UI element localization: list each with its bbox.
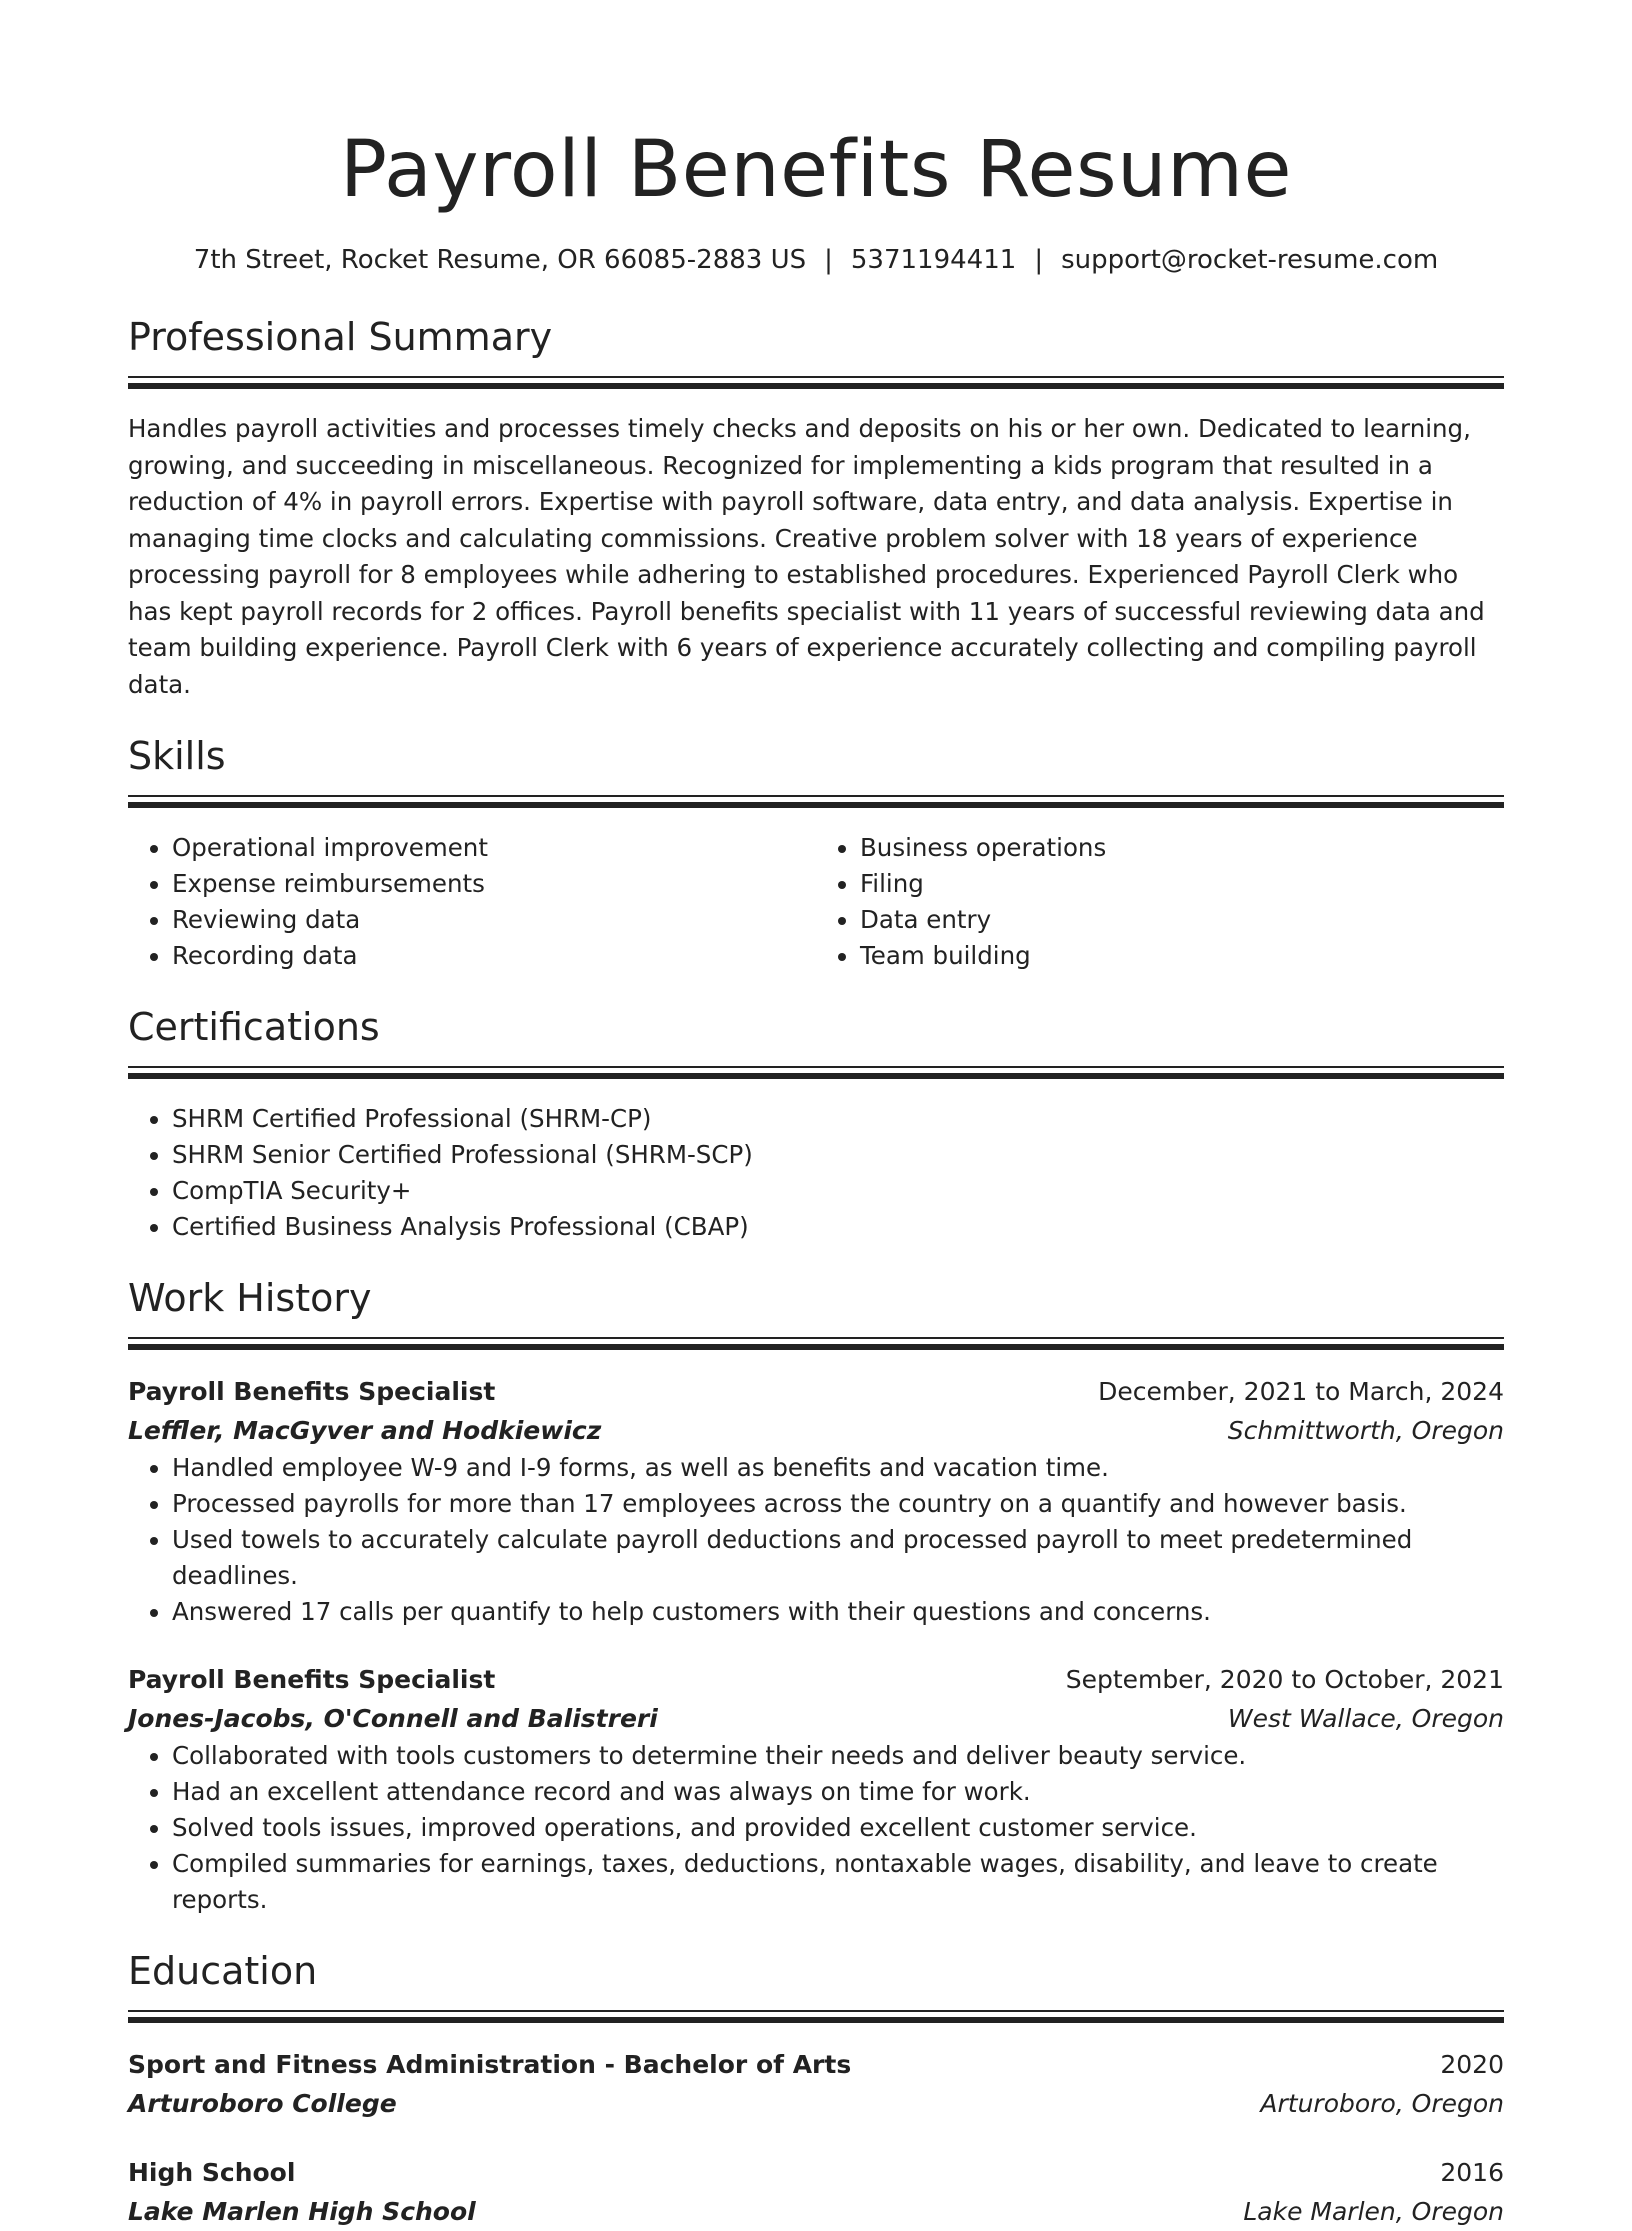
skill-item: • Business operations <box>860 830 1504 866</box>
job-role: Payroll Benefits Specialist <box>128 1665 496 1694</box>
job-company-row <box>128 1411 1504 1450</box>
job-bullet: • Used towels to accurately calculate payroll deductions and processed payroll to meet predetermined deadlines. <box>172 1522 1504 1594</box>
job-company: Jones-Jacobs, O'Connell and Balistreri <box>128 1704 658 1733</box>
job-location: Schmittworth, Oregon <box>1227 1416 1504 1445</box>
certification-item: • SHRM Senior Certified Professional (SHRM-SCP) <box>172 1137 1504 1173</box>
job-bullets <box>128 1738 1504 1918</box>
job-header-row <box>128 1372 1504 1411</box>
education-entry <box>128 2153 1504 2231</box>
skill-item: • Reviewing data <box>172 902 816 938</box>
education-entry <box>128 2045 1504 2123</box>
job-header-row <box>128 1660 1504 1699</box>
skills-section <box>128 731 1504 974</box>
education-degree: Sport and Fitness Administration - Bachelor of Arts <box>128 2050 852 2079</box>
education-year: 2016 <box>1440 2158 1504 2187</box>
job-company-row <box>128 1699 1504 1738</box>
contact-email[interactable]: support@rocket-resume.com <box>1061 245 1439 275</box>
education-school-row <box>128 2084 1504 2123</box>
certifications-heading: Certifications <box>128 1005 380 1049</box>
job-bullet: • Solved tools issues, improved operations, and provided excellent customer service. <box>172 1810 1504 1846</box>
education-location: Arturoboro, Oregon <box>1260 2089 1504 2118</box>
summary-section <box>128 312 1504 703</box>
certifications-list <box>128 1101 1504 1245</box>
skill-item: • Filing <box>860 866 1504 902</box>
education-degree: High School <box>128 2158 296 2187</box>
section-divider <box>128 795 1504 808</box>
education-school-row <box>128 2192 1504 2231</box>
section-divider <box>128 376 1504 389</box>
skill-item: • Operational improvement <box>172 830 816 866</box>
education-header-row <box>128 2153 1504 2192</box>
skills-right-list <box>816 830 1504 974</box>
job-role: Payroll Benefits Specialist <box>128 1377 496 1406</box>
job-bullet: • Handled employee W-9 and I-9 forms, as well as benefits and vacation time. <box>172 1450 1504 1486</box>
contact-line <box>128 242 1504 278</box>
job-bullet: • Collaborated with tools customers to determine their needs and deliver beauty service. <box>172 1738 1504 1774</box>
education-school: Arturoboro College <box>128 2089 397 2118</box>
contact-separator: | <box>824 245 833 275</box>
section-divider <box>128 1066 1504 1079</box>
education-heading: Education <box>128 1949 318 1993</box>
section-divider <box>128 1337 1504 1350</box>
contact-phone: 5371194411 <box>850 245 1017 275</box>
certification-item: • Certified Business Analysis Professional (CBAP) <box>172 1209 1504 1245</box>
skills-grid <box>128 830 1504 974</box>
skill-item: • Expense reimbursements <box>172 866 816 902</box>
job-company: Leffler, MacGyver and Hodkiewicz <box>128 1416 602 1445</box>
job-dates: December, 2021 to March, 2024 <box>1098 1377 1504 1406</box>
job-bullet: • Compiled summaries for earnings, taxes, deductions, nontaxable wages, disability, and leave to create reports. <box>172 1846 1504 1918</box>
work-heading: Work History <box>128 1276 372 1320</box>
contact-address: 7th Street, Rocket Resume, OR 66085-2883 US <box>193 245 807 275</box>
job-bullet: • Processed payrolls for more than 17 employees across the country on a quantify and however basis. <box>172 1486 1504 1522</box>
skill-item: • Data entry <box>860 902 1504 938</box>
certification-item: • SHRM Certified Professional (SHRM-CP) <box>172 1101 1504 1137</box>
summary-text: Handles payroll activities and processes timely checks and deposits on his or her own. Dedicated to learning, growing, and succeeding in miscellaneous. Recognized for implementing a kids program that resulted in a reduction of 4% in payroll errors. Expertise with payroll software, data entry, and data analysis. Expertise in managing time clocks and calculating commissions. Creative problem solver with 18 years of experience processing payroll for 8 employees while adhering to established procedures. Experienced Payroll Clerk who has kept payroll records for 2 offices. Payroll benefits specialist with 11 years of successful reviewing data and team building experience. Payroll Clerk with 6 years of experience accurately collecting and compiling payroll data. <box>128 414 1485 699</box>
education-section <box>128 1946 1504 2231</box>
summary-heading: Professional Summary <box>128 315 553 359</box>
job-bullet: • Had an excellent attendance record and was always on time for work. <box>172 1774 1504 1810</box>
job-location: West Wallace, Oregon <box>1227 1704 1504 1733</box>
skill-item: • Recording data <box>172 938 816 974</box>
section-divider <box>128 2010 1504 2023</box>
education-school: Lake Marlen High School <box>128 2197 476 2226</box>
education-header-row <box>128 2045 1504 2084</box>
work-section <box>128 1273 1504 1918</box>
job-dates: September, 2020 to October, 2021 <box>1065 1665 1504 1694</box>
job-entry <box>128 1372 1504 1630</box>
job-entry <box>128 1660 1504 1918</box>
skills-heading: Skills <box>128 734 226 778</box>
resume-title: Payroll Benefits Resume <box>340 125 1292 215</box>
education-year: 2020 <box>1440 2050 1504 2079</box>
skill-item: • Team building <box>860 938 1504 974</box>
education-location: Lake Marlen, Oregon <box>1243 2197 1504 2226</box>
contact-separator: | <box>1034 245 1044 275</box>
certification-item: • CompTIA Security+ <box>172 1173 1504 1209</box>
certifications-section <box>128 1002 1504 1245</box>
job-bullet: • Answered 17 calls per quantify to help customers with their questions and concerns. <box>172 1594 1504 1630</box>
job-bullets <box>128 1450 1504 1630</box>
skills-left-list <box>128 830 816 974</box>
